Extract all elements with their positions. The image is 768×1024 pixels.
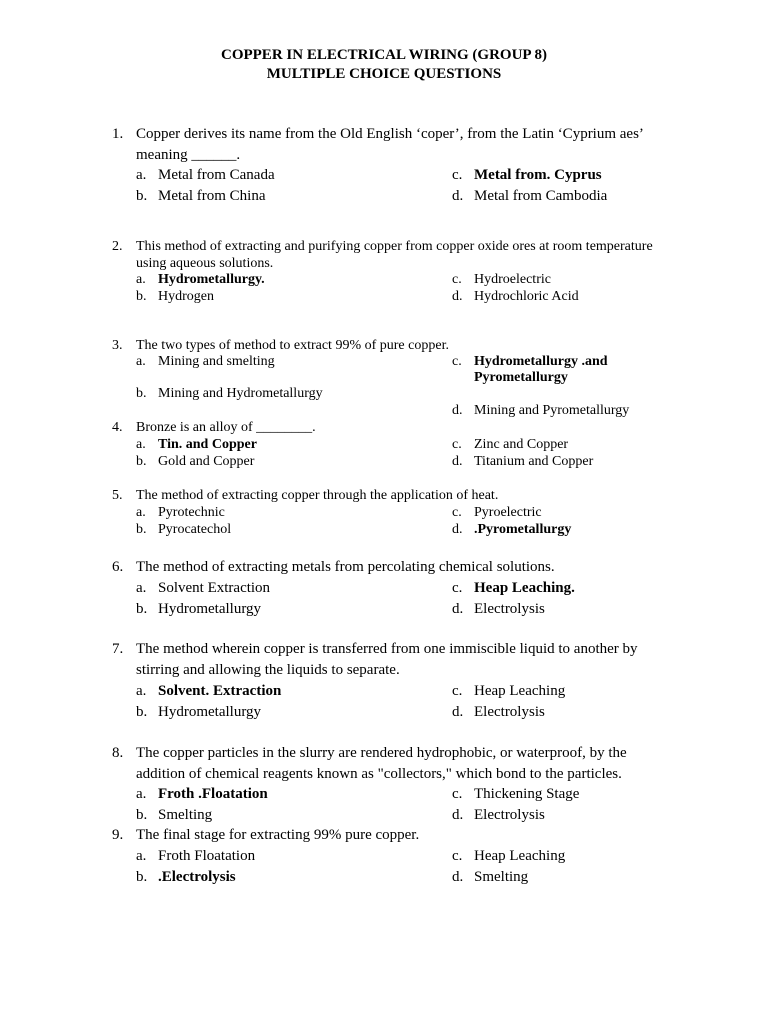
question-text: This method of extracting and purifying copper from copper oxide ores at room temperature — [136, 239, 653, 254]
option-text: Heap Leaching — [474, 683, 566, 699]
option-letter: b. — [136, 386, 147, 401]
option-text: Zinc and Copper — [474, 437, 569, 452]
correct-answer-text: Tin. and Copper — [158, 437, 257, 452]
question-text: The method of extracting copper through the application of heat. — [136, 488, 499, 503]
correct-answer-text: Metal from. Cyprus — [474, 167, 602, 183]
option-letter: c. — [452, 505, 462, 520]
correct-answer-text: Solvent. Extraction — [158, 683, 282, 699]
option-text: Smelting — [474, 869, 529, 885]
option-text: Electrolysis — [474, 601, 545, 617]
option-letter: c. — [452, 167, 463, 183]
question-number: 8. — [112, 745, 124, 761]
option-letter: d. — [452, 188, 464, 204]
question-number: 1. — [112, 126, 124, 142]
option-text: Metal from China — [158, 188, 266, 204]
correct-answer-text: Hydrometallurgy .and — [474, 354, 608, 369]
option-text: Solvent Extraction — [158, 580, 271, 596]
option-letter: d. — [452, 601, 464, 617]
option-letter: c. — [452, 437, 462, 452]
option-letter: a. — [136, 354, 146, 369]
correct-answer-text: Froth .Floatation — [158, 786, 268, 802]
question-number: 9. — [112, 827, 124, 843]
question-text: stirring and allowing the liquids to separate. — [136, 662, 400, 678]
question-text: Copper derives its name from the Old English ‘coper’, from the Latin ‘Cyprium aes’ — [136, 126, 644, 142]
option-text: Smelting — [158, 807, 213, 823]
question-number: 6. — [112, 559, 124, 575]
option-text: Titanium and Copper — [474, 454, 594, 469]
question-text: addition of chemical reagents known as "collectors," which bond to the particles. — [136, 766, 622, 782]
option-letter: b. — [136, 601, 148, 617]
question-number: 7. — [112, 641, 124, 657]
option-text: Heap Leaching — [474, 848, 566, 864]
option-text: Thickening Stage — [474, 786, 580, 802]
option-letter: b. — [136, 454, 147, 469]
question-text: The method wherein copper is transferred from one immiscible liquid to another by — [136, 641, 638, 657]
option-letter: d. — [452, 403, 463, 418]
option-letter: d. — [452, 807, 464, 823]
option-text: Hydrogen — [158, 289, 214, 304]
option-text: Electrolysis — [474, 807, 545, 823]
option-text: Pyroelectric — [474, 505, 542, 520]
correct-answer-text: Hydrometallurgy. — [158, 272, 265, 287]
option-text: Mining and smelting — [158, 354, 275, 369]
question-text: The copper particles in the slurry are rendered hydrophobic, or waterproof, by the — [136, 745, 627, 761]
option-letter: a. — [136, 505, 146, 520]
correct-answer-text: .Pyrometallurgy — [474, 522, 572, 537]
question-text: Bronze is an alloy of ________. — [136, 420, 316, 435]
question-number: 3. — [112, 338, 123, 353]
question-text: The final stage for extracting 99% pure copper. — [136, 827, 420, 843]
option-letter: b. — [136, 807, 148, 823]
option-text: Hydrometallurgy — [158, 704, 262, 720]
option-letter: d. — [452, 454, 463, 469]
option-letter: c. — [452, 683, 463, 699]
option-letter: a. — [136, 848, 147, 864]
option-text: Hydroelectric — [474, 272, 551, 287]
option-letter: b. — [136, 869, 148, 885]
option-text: Mining and Hydrometallurgy — [158, 386, 323, 401]
option-letter: a. — [136, 272, 146, 287]
question-number: 4. — [112, 420, 123, 435]
option-letter: a. — [136, 167, 147, 183]
question-number: 2. — [112, 239, 123, 254]
option-letter: c. — [452, 580, 463, 596]
option-letter: c. — [452, 272, 462, 287]
option-text: Pyrotechnic — [158, 505, 225, 520]
question-number: 5. — [112, 488, 123, 503]
question-text: using aqueous solutions. — [136, 256, 274, 271]
question-text: The two types of method to extract 99% of pure copper. — [136, 338, 449, 353]
option-text: Froth Floatation — [158, 848, 256, 864]
option-letter: a. — [136, 683, 147, 699]
option-text: Hydrochloric Acid — [474, 289, 579, 304]
correct-answer-text: Heap Leaching. — [474, 580, 575, 596]
option-letter: d. — [452, 522, 463, 537]
option-letter: d. — [452, 704, 464, 720]
question-text: The method of extracting metals from percolating chemical solutions. — [136, 559, 555, 575]
option-letter: c. — [452, 786, 463, 802]
option-text: Metal from Cambodia — [474, 188, 608, 204]
option-letter: a. — [136, 786, 147, 802]
option-letter: b. — [136, 704, 148, 720]
option-letter: b. — [136, 289, 147, 304]
option-letter: c. — [452, 354, 462, 369]
option-letter: d. — [452, 289, 463, 304]
option-text: Mining and Pyrometallurgy — [474, 403, 630, 418]
correct-answer-text: .Electrolysis — [158, 869, 236, 885]
option-text-continued: Pyrometallurgy — [474, 370, 568, 385]
document-subtitle: MULTIPLE CHOICE QUESTIONS — [266, 66, 502, 82]
option-text: Pyrocatechol — [158, 522, 232, 537]
option-letter: c. — [452, 848, 463, 864]
document-title: COPPER IN ELECTRICAL WIRING (GROUP 8) — [220, 47, 547, 63]
question-text: meaning ______. — [136, 147, 241, 163]
option-letter: d. — [452, 869, 464, 885]
option-letter: a. — [136, 437, 146, 452]
option-letter: a. — [136, 580, 147, 596]
option-text: Electrolysis — [474, 704, 545, 720]
option-letter: b. — [136, 188, 148, 204]
option-text: Metal from Canada — [158, 167, 275, 183]
option-text: Gold and Copper — [158, 454, 255, 469]
option-letter: b. — [136, 522, 147, 537]
option-text: Hydrometallurgy — [158, 601, 262, 617]
